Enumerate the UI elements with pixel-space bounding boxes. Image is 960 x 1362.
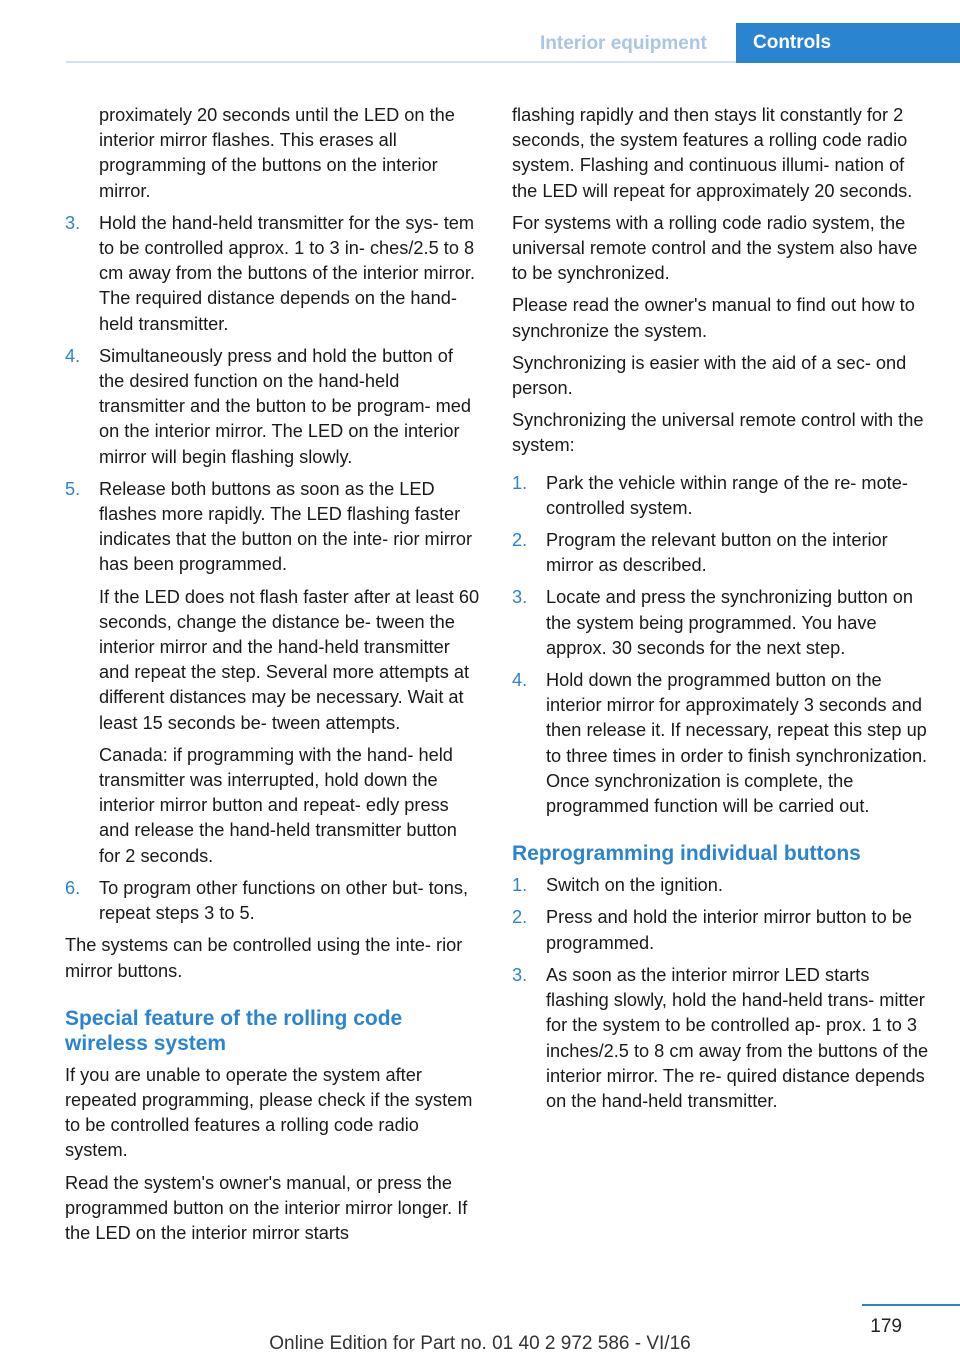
step-number: 4. (512, 670, 528, 691)
step-number: 4. (65, 345, 81, 366)
step-number: 3. (512, 587, 528, 608)
step-number: 1. (512, 875, 528, 896)
list-item (65, 211, 480, 337)
paragraph: Synchronizing is easier with the aid of a sec‐ ond person. (512, 352, 907, 399)
section-tab[interactable]: Interior equipment (540, 33, 707, 54)
list-item (512, 528, 932, 578)
step5-canada-note: Canada: if programming with the hand- held transmitter was interrupted, hold down the interior mirror button and repeat‐ edly press and release the hand-held transmitter button for 2 seconds. (99, 744, 457, 866)
list-item (512, 905, 932, 955)
paragraph: For systems with a rolling code radio system, the universal remote control and the system also have to be synchronized. (512, 212, 918, 284)
step-number: 2. (512, 907, 528, 928)
list-item (65, 344, 480, 470)
paragraph: If you are unable to operate the system after repeated programming, please check if the system to be controlled features a rolling code radio system. (65, 1064, 473, 1161)
section-heading: Reprogramming individual buttons (512, 842, 861, 866)
step-text: Press and hold the interior mirror button to be programmed. (546, 907, 912, 953)
summary-text: The systems can be controlled using the inte‐ rior mirror buttons. (65, 935, 463, 981)
step-number: 5. (65, 478, 81, 499)
step-text: Locate and press the synchronizing button on the system being programmed. You have approx. 30 seconds for the next step. (546, 587, 914, 658)
step-number: 6. (65, 877, 81, 898)
step-text: Program the relevant button on the interior mirror as described. (546, 530, 888, 576)
list-item (512, 585, 932, 661)
paragraph: Please read the owner's manual to find out how to synchronize the system. (512, 295, 915, 341)
step-number: 1. (512, 472, 528, 493)
step-text: Park the vehicle within range of the re‐ mote-controlled system. (546, 472, 908, 518)
paragraph: Synchronizing the universal remote control with the system: (512, 410, 924, 456)
intro-text: proximately 20 seconds until the LED on the interior mirror flashes. This erases all programming of the buttons on the interior mirror. (99, 105, 455, 201)
list-item (65, 876, 480, 926)
left-column (65, 103, 480, 1253)
step-text: Simultaneously press and hold the button of the desired function on the hand-held transmitter and the button to be program‐ med on the interior mirror. The LED on the interior mirror will begin flashing slowly. (99, 345, 472, 467)
right-column (512, 103, 932, 1121)
step-text: As soon as the interior mirror LED starts flashing slowly, hold the hand-held trans‐ mitter for the system to be controlled ap‐ prox. 1 to 3 inches/2.5 to 8 cm away from the buttons of the interior mirror. The re‐ quired distance depends on the hand-held transmitter. (546, 964, 929, 1111)
step-number: 3. (512, 964, 528, 985)
chapter-tab[interactable]: Controls (736, 23, 960, 63)
step-text: Release both buttons as soon as the LED flashes more rapidly. The LED flashing faster indicates that the button on the inte‐ rior mirror has been programmed. (99, 478, 473, 575)
section-heading: Special feature of the rolling code wireless system (65, 1006, 403, 1055)
step-text: Hold the hand-held transmitter for the sys‐ tem to be controlled approx. 1 to 3 in‐ ches/2.5 to 8 cm away from the buttons of the interior mirror. The required distance depends on the hand-held transmitter. (99, 212, 476, 334)
step-number: 2. (512, 530, 528, 551)
page-number: 179 (870, 1316, 902, 1337)
list-item (512, 668, 932, 819)
list-item (512, 873, 932, 898)
step-text: Switch on the ignition. (546, 875, 723, 896)
list-item (65, 477, 480, 578)
list-item (512, 963, 932, 1114)
step5-note: If the LED does not flash faster after at least 60 seconds, change the distance be‐ tween the interior mirror and the hand-held transmitter and repeat the step. Several more attempts at different distances may be necessary. Wait at least 15 seconds be‐ tween attempts. (99, 586, 480, 733)
footer-divider (862, 1304, 960, 1306)
step-text: Hold down the programmed button on the interior mirror for approximately 3 seconds and then release it. If necessary, repeat this step up to three times in order to finish synchronization. Once synchronization is complete, the programmed function will be carried out. (546, 670, 928, 817)
paragraph: flashing rapidly and then stays lit constantly for 2 seconds, the system features a rolling code radio system. Flashing and continuous illumi‐ nation of the LED will repeat for approximately 20 seconds. (512, 105, 913, 201)
list-item (512, 471, 932, 521)
paragraph: Read the system's owner's manual, or press the programmed button on the interior mirror longer. If the LED on the interior mirror starts (65, 1172, 468, 1243)
footer-edition: Online Edition for Part no. 01 40 2 972 586 - VI/16 (269, 1333, 691, 1354)
step-number: 3. (65, 212, 81, 233)
step-text: To program other functions on other but‐ tons, repeat steps 3 to 5. (99, 877, 469, 924)
